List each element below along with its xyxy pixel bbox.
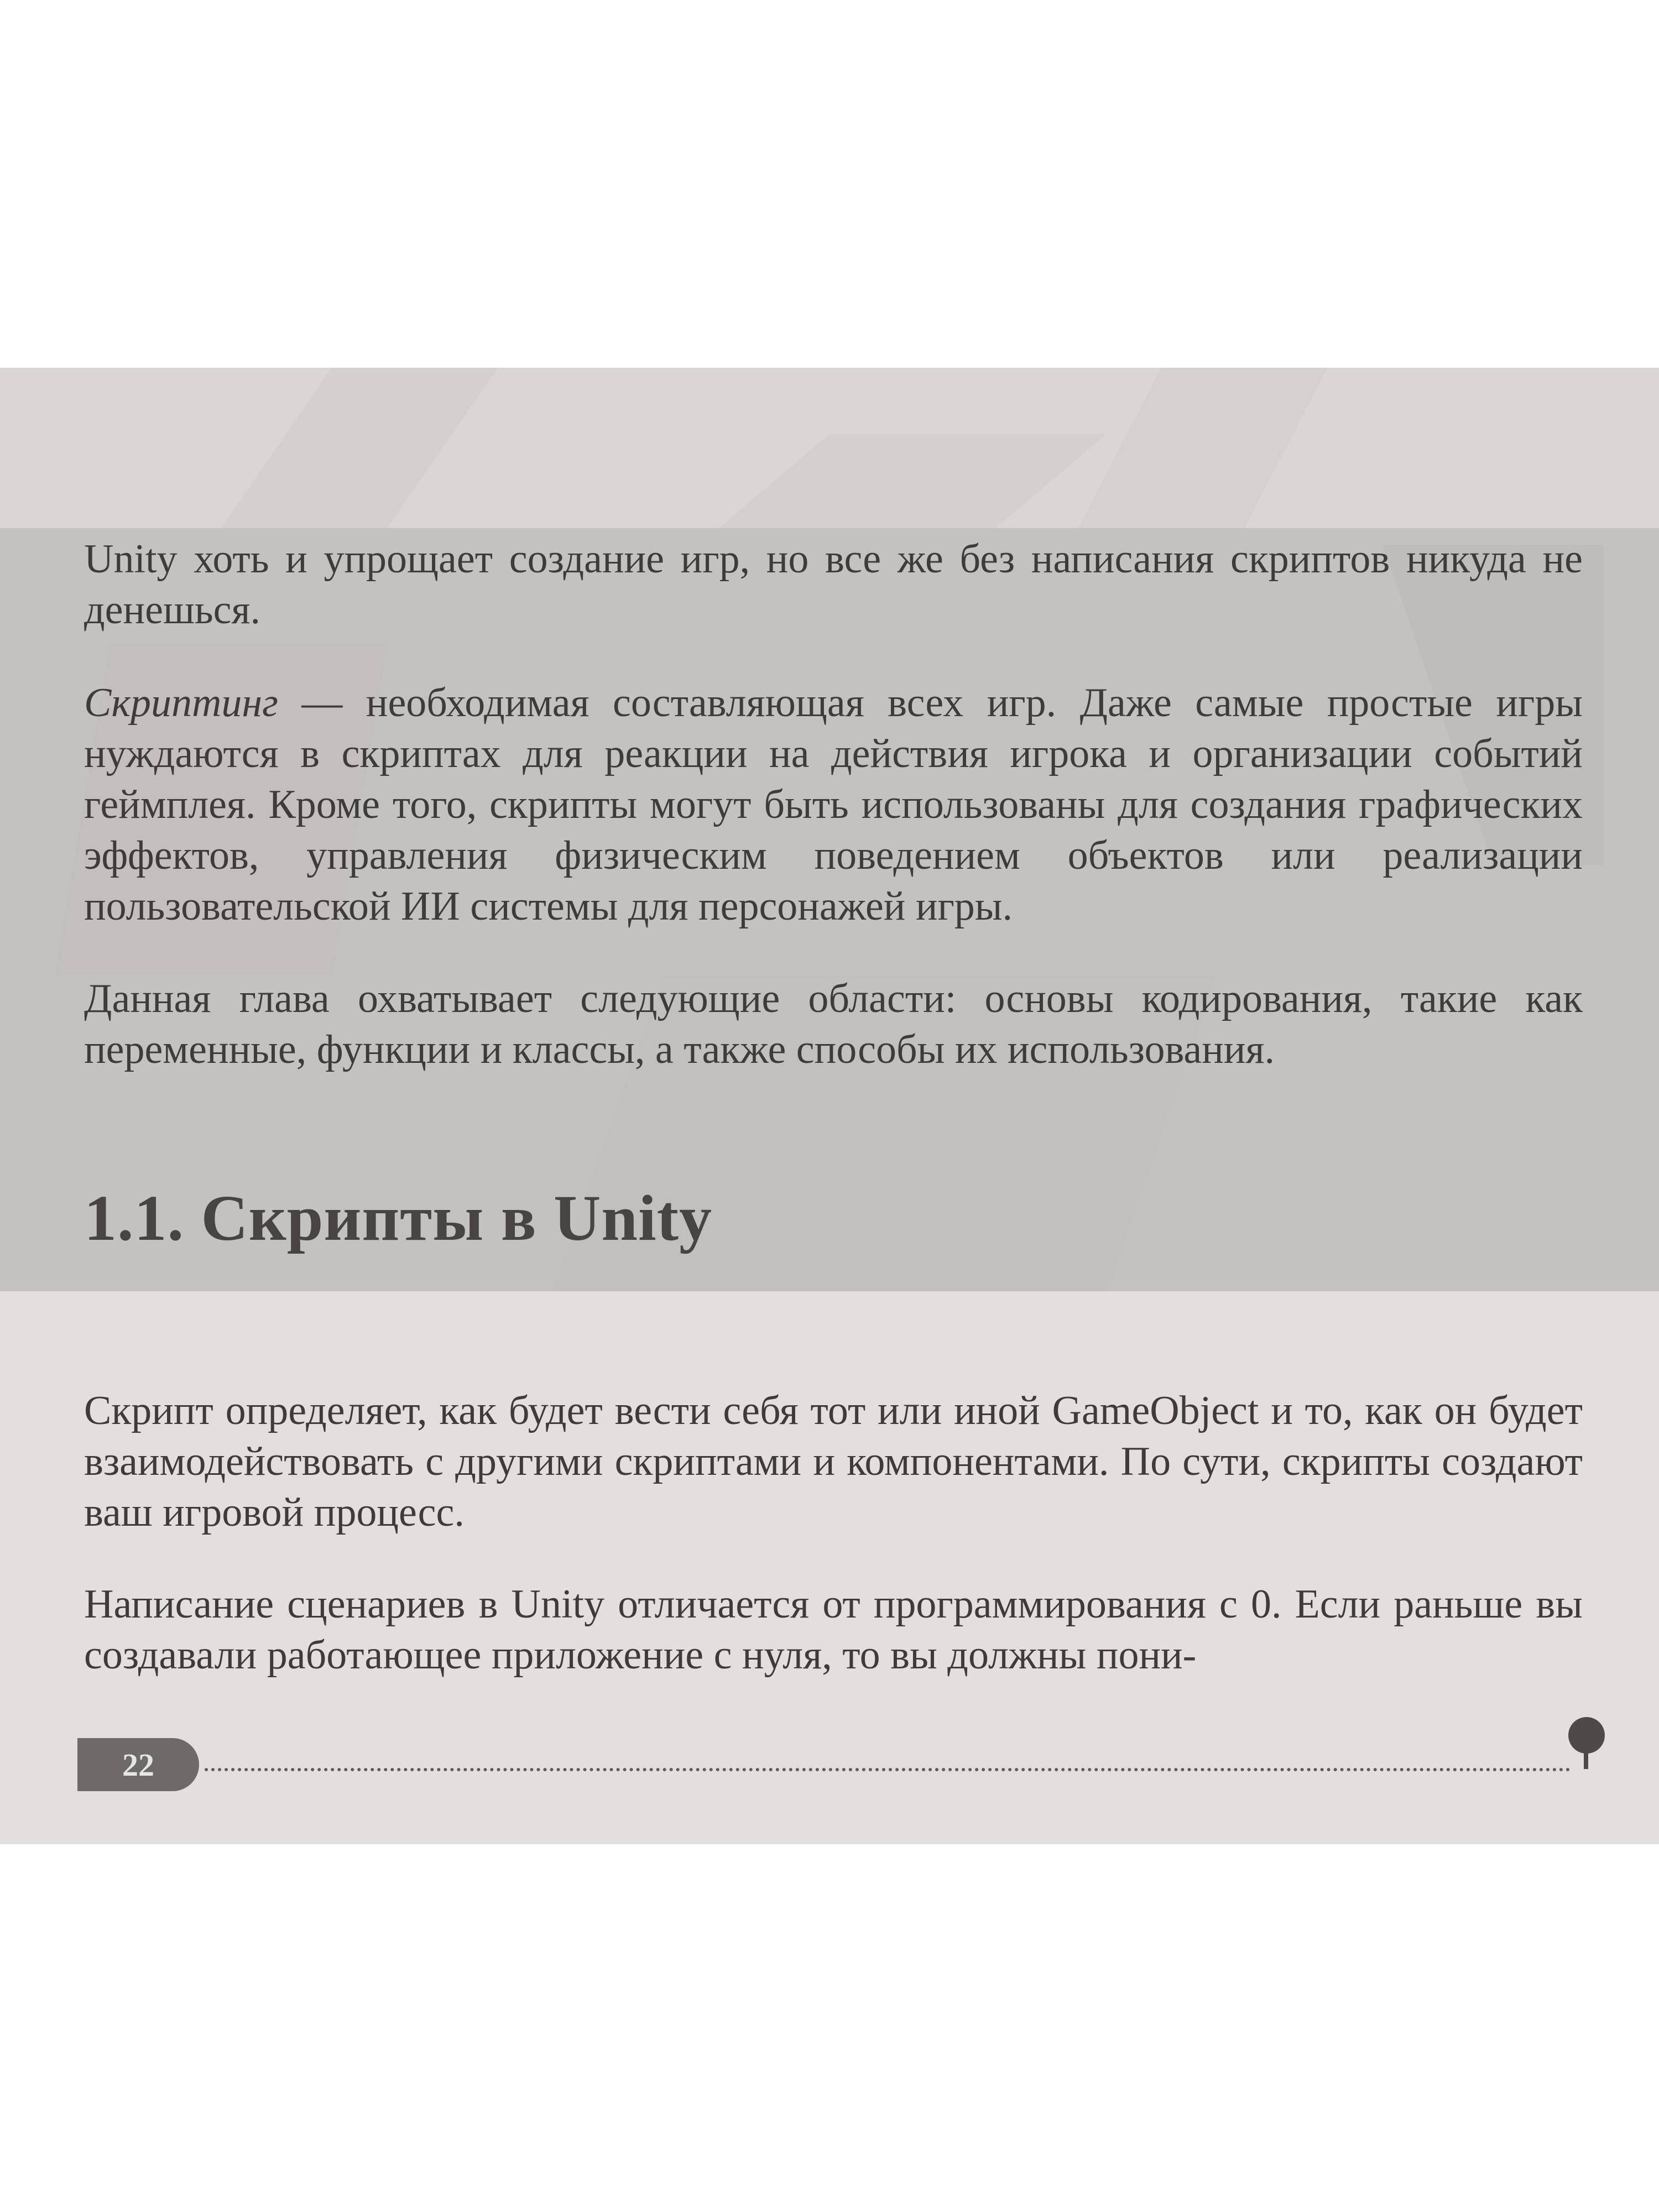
script-definition-paragraph: Скрипт определяет, как будет вести себя тот или иной GameObject и то, как он будет взаимодействовать с другими скриптами и компонентами. По сути, скрипты создают ваш игровой процесс.	[84, 1388, 1583, 1535]
scripting-text: — необходимая составляющая всех игр. Даже самые простые игры нуждаются в скриптах для реакции на действия игрока и организации событий геймплея. Кроме того, скрипты могут быть использованы для создания графических эффектов, управления физическим поведением объектов или реализации пользовательской ИИ системы для персонажей игры.	[84, 680, 1583, 929]
scripting-paragraph	[84, 677, 1583, 932]
section-heading: 1.1. Скрипты в Unity	[84, 1182, 713, 1254]
dotted-rule	[205, 1768, 1571, 1771]
rule-end-stem	[1584, 1750, 1588, 1769]
chapter-scope-paragraph: Данная глава охватывает следующие области: основы кодирования, такие как переменные, функции и классы, а также способы их использования.	[84, 976, 1583, 1072]
book-page	[0, 368, 1659, 1844]
page-number-badge	[77, 1738, 199, 1791]
rule-end-dot	[1568, 1717, 1605, 1754]
scripting-term: Скриптинг	[84, 680, 278, 726]
intro-paragraph: Unity хоть и упрощает создание игр, но все же без написания скриптов никуда не денешься.	[84, 536, 1583, 633]
scenarios-paragraph: Написание сценариев в Unity отличается от программирования с 0. Если раньше вы создавали работающее приложение с нуля, то вы должны пони-	[84, 1582, 1583, 1678]
page-number: 22	[122, 1746, 154, 1783]
